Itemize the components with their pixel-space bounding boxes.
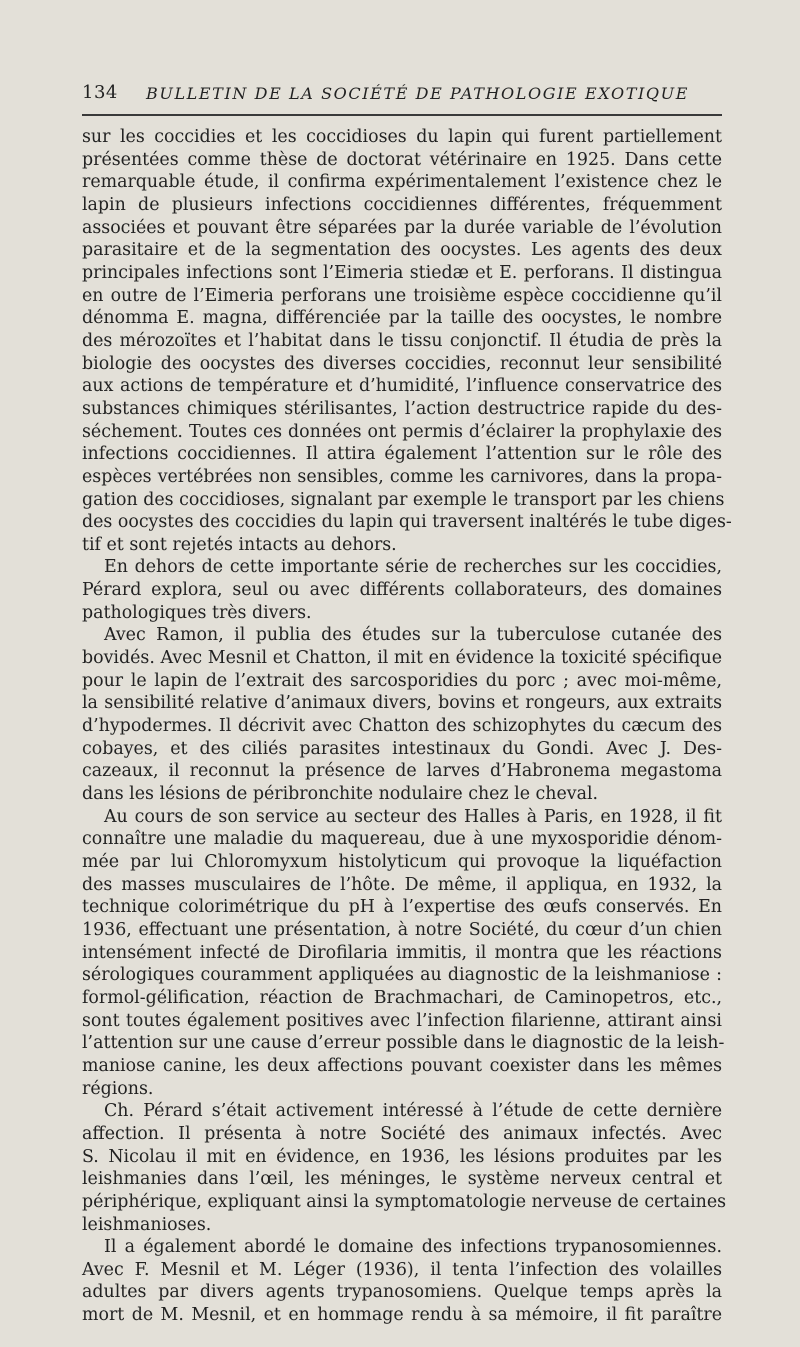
text-line: cazeaux, il reconnut la présence de larves d’Habronema megastoma (82, 761, 722, 782)
text-line: leishmanioses. (82, 1214, 212, 1235)
text-line: Avec F. Mesnil et M. Léger (1936), il tenta l’infection des volailles (82, 1259, 722, 1280)
text-line: d’hypodermes. Il décrivit avec Chatton des schizophytes du cæcum des (82, 716, 722, 737)
running-title: BULLETIN DE LA SOCIÉTÉ DE PATHOLOGIE EXOTIQUE (146, 84, 689, 103)
text-line: mée par lui Chloromyxum histolyticum qui provoque la liquéfaction (82, 852, 722, 872)
text-line: Il a également abordé le domaine des infections trypanosomiennes. (104, 1237, 722, 1258)
text-line: principales infections sont l’Eimeria stiedæ et E. perforans. Il distingua (82, 262, 722, 283)
text-line: pour le lapin de l’extrait des sarcosporidies du porc ; avec moi-même, (82, 670, 722, 691)
paragraph (82, 806, 725, 1101)
text-line: en outre de l’Eimeria perforans une troisième espèce coccidienne qu’il (82, 285, 722, 306)
page-number: 134 (82, 82, 118, 103)
text-line: substances chimiques stérilisantes, l’action destructrice rapide du des- (82, 398, 722, 419)
text-line: l’attention sur une cause d’erreur possible dans le diagnostic de la leish- (82, 1033, 725, 1054)
text-line: des oocystes des coccidies du lapin qui traversent inaltérés le tube diges- (82, 512, 732, 533)
text-line: la sensibilité relative d’animaux divers, bovins et rongeurs, aux extraits (82, 693, 722, 714)
text-line: gation des coccidioses, signalant par exemple le transport par les chiens (82, 489, 725, 510)
text-line: périphérique, expliquant ainsi la symptomatologie nerveuse de certaines (82, 1191, 727, 1212)
text-line: tif et sont rejetés intacts au dehors. (82, 534, 397, 555)
text-line: formol-gélification, réaction de Brachmachari, de Caminopetros, etc., (82, 987, 722, 1008)
text-line: sont toutes également positives avec l’infection filarienne, attirant ainsi (82, 1010, 722, 1031)
text-line: remarquable étude, il confirma expérimentalement l’existence chez le (82, 172, 722, 193)
text-line: cobayes, et des ciliés parasites intestinaux du Gondi. Avec J. Des- (82, 738, 722, 759)
text-line: 1936, effectuant une présentation, à notre Société, du cœur d’un chien (82, 919, 722, 940)
text-line: régions. (82, 1078, 154, 1099)
paragraph (82, 126, 732, 556)
text-line: associées et pouvant être séparées par la durée variable de l’évolution (82, 217, 722, 238)
text-line: présentées comme thèse de doctorat vétérinaire en 1925. Dans cette (82, 149, 722, 170)
text-line: Avec Ramon, il publia des études sur la tuberculose cutanée des (104, 625, 722, 646)
text-line: lapin de plusieurs infections coccidiennes différentes, fréquemment (82, 194, 722, 215)
text-line: bovidés. Avec Mesnil et Chatton, il mit en évidence la toxicité spécifique (82, 648, 722, 669)
text-line: intensément infecté de Dirofilaria immitis, il montra que les réactions (82, 942, 722, 963)
text-line: connaître une maladie du maquereau, due à une myxosporidie dénom- (82, 829, 722, 850)
body-text (82, 126, 732, 1327)
paragraph (82, 556, 722, 624)
text-line: sérologiques couramment appliquées au diagnostic de la leishmaniose : (82, 965, 722, 986)
text-line: des masses musculaires de l’hôte. De même, il appliqua, en 1932, la (82, 874, 722, 895)
text-line: aux actions de température et d’humidité, l’influence conservatrice des (82, 376, 722, 397)
text-line: séchement. Toutes ces données ont permis d’éclairer la prophylaxie des (82, 421, 722, 442)
text-line: technique colorimétrique du pH à l’expertise des œufs conservés. En (82, 897, 722, 918)
text-line: maniose canine, les deux affections pouvant coexister dans les mêmes (82, 1055, 722, 1076)
text-line: Ch. Pérard s’était activement intéressé à l’étude de cette dernière (104, 1101, 722, 1122)
text-line: leishmanies dans l’œil, les méninges, le système nerveux central et (82, 1169, 722, 1190)
page-header (82, 82, 722, 108)
text-line: adultes par divers agents trypanosomiens. Quelque temps après la (82, 1282, 722, 1303)
text-line: affection. Il présenta à notre Société des animaux infectés. Avec (82, 1123, 722, 1144)
text-line: infections coccidiennes. Il attira également l’attention sur le rôle des (82, 444, 722, 465)
text-line: En dehors de cette importante série de recherches sur les coccidies, (104, 557, 722, 578)
text-line: espèces vertébrées non sensibles, comme les carnivores, dans la propa- (82, 466, 722, 487)
paragraph (82, 624, 722, 805)
text-line: pathologiques très divers. (82, 602, 312, 623)
paragraph (82, 1100, 727, 1236)
text-line: mort de M. Mesnil, et en hommage rendu à sa mémoire, il fit paraître (82, 1305, 722, 1326)
text-line: des mérozoïtes et l’habitat dans le tissu conjonctif. Il étudia de près la (82, 330, 722, 351)
paragraph (82, 1236, 722, 1327)
text-line: biologie des oocystes des diverses coccidies, reconnut leur sensibilité (82, 353, 722, 374)
text-line: dénomma E. magna, différenciée par la taille des oocystes, le nombre (82, 308, 722, 329)
text-line: parasitaire et de la segmentation des oocystes. Les agents des deux (82, 240, 722, 261)
text-line: S. Nicolau il mit en évidence, en 1936, les lésions produites par les (82, 1146, 722, 1167)
header-rule (82, 114, 722, 116)
text-line: Au cours de son service au secteur des Halles à Paris, en 1928, il fit (104, 806, 722, 827)
text-line: dans les lésions de péribronchite nodulaire chez le cheval. (82, 784, 599, 805)
text-line: sur les coccidies et les coccidioses du lapin qui furent partiellement (82, 127, 722, 147)
text-line: Pérard explora, seul ou avec différents collaborateurs, des domaines (82, 580, 722, 601)
